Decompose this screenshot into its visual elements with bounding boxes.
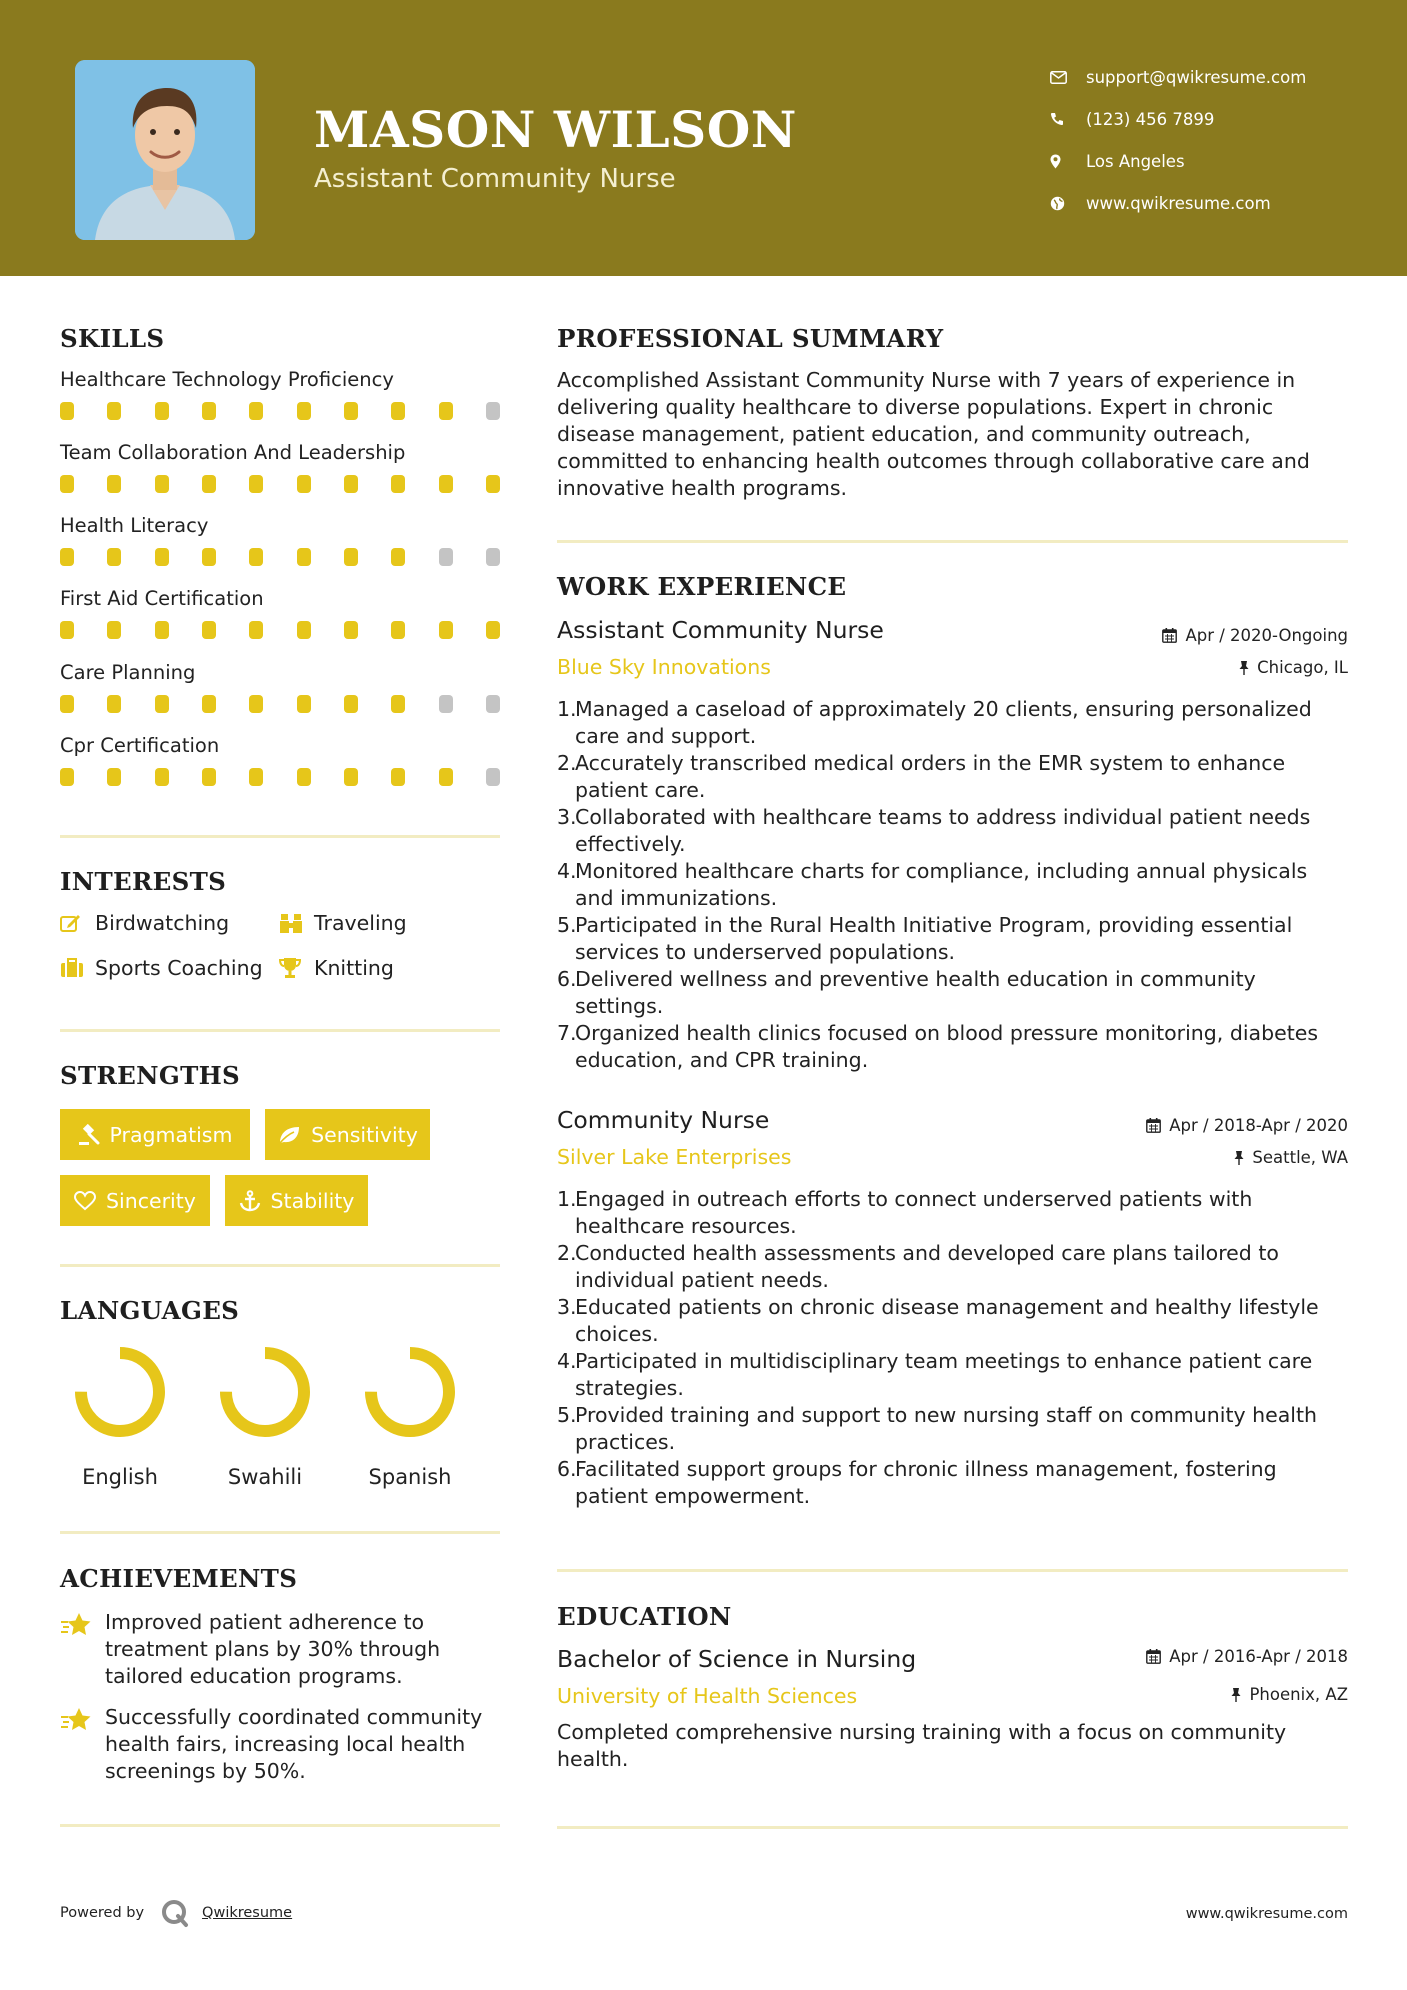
strength-badge [60,1175,210,1226]
rating-dot-filled [391,402,405,420]
list-item: 2. Conducted health assessments and developed care plans tailored to individual patient needs. [557,1241,1279,1292]
company-name: Silver Lake Enterprises [557,1145,792,1169]
interest-item [60,956,263,980]
list-item: 7. Organized health clinics focused on blood pressure monitoring, diabetes education, and CPR training. [557,1021,1319,1072]
rating-dot-filled [202,402,216,420]
resume-header [0,0,1407,276]
company-name: Blue Sky Innovations [557,655,771,679]
rating-dot-filled [249,402,263,420]
degree-title: Bachelor of Science in Nursing [557,1645,917,1673]
qwikresume-logo-icon [160,1898,190,1928]
rating-dot-filled [202,621,216,639]
list-item: 3. Educated patients on chronic disease management and healthy lifestyle choices. [557,1295,1319,1346]
contact-phone[interactable] [1050,98,1380,140]
languages-heading: LANGUAGES [60,1296,240,1325]
language-item [200,1345,330,1489]
language-progress-ring [363,1345,457,1439]
rating-dot-filled [60,621,74,639]
education-date [1146,1647,1348,1666]
job-location [1234,1148,1348,1167]
rating-dot-filled [60,475,74,493]
skill-item [60,734,500,786]
job-date [1162,626,1348,645]
rating-dot-empty [439,695,453,713]
language-item [55,1345,185,1489]
school-name: University of Health Sciences [557,1684,858,1708]
language-level-arc [371,1353,449,1431]
rating-dot-filled [297,475,311,493]
skill-item [60,514,500,566]
skill-rating [60,621,500,639]
job-location-text: Chicago, IL [1257,658,1348,677]
education-location [1231,1685,1348,1704]
contact-website-text: www.qwikresume.com [1086,193,1271,213]
job-date-text: Apr / 2018-Apr / 2020 [1169,1116,1348,1135]
globe-icon [1050,196,1086,211]
pushpin-icon [1231,1687,1241,1702]
skill-name: Care Planning [60,661,196,684]
list-item: 6. Delivered wellness and preventive health education in community settings. [557,967,1256,1018]
skill-rating [60,548,500,566]
candidate-name: MASON WILSON [314,100,797,159]
language-progress-ring [73,1345,167,1439]
rating-dot-filled [155,695,169,713]
skill-name: Health Literacy [60,514,209,537]
rating-dot-filled [344,695,358,713]
job-title: Assistant Community Nurse [557,616,884,644]
rating-dot-filled [391,475,405,493]
list-item: 3. Collaborated with healthcare teams to address individual patient needs effectively. [557,805,1311,856]
rating-dot-filled [60,402,74,420]
profile-photo [75,60,255,240]
section-divider [557,1569,1348,1572]
job-location [1239,658,1348,677]
rating-dot-filled [439,475,453,493]
rating-dot-filled [155,768,169,786]
calendar-icon [1146,1118,1161,1133]
person-portrait-icon [75,60,255,240]
pushpin-icon [1239,660,1249,675]
strengths-heading: STRENGTHS [60,1061,241,1090]
language-name: Spanish [368,1465,452,1489]
list-item: 5. Participated in the Rural Health Initiative Program, providing essential services to underserved populations. [557,913,1293,964]
skill-name: Cpr Certification [60,734,220,757]
contact-phone-text: (123) 456 7899 [1086,109,1215,129]
education-location-text: Phoenix, AZ [1249,1685,1348,1704]
interest-label: Knitting [314,956,394,980]
skill-rating [60,402,500,420]
contact-list [1050,56,1380,224]
phone-icon [1050,112,1086,126]
rating-dot-filled [155,402,169,420]
rating-dot-filled [391,621,405,639]
envelope-icon [1050,71,1086,84]
section-divider [60,1264,500,1267]
rating-dot-filled [297,548,311,566]
rating-dot-filled [439,402,453,420]
interest-item [279,911,407,935]
footer-powered-by [60,1898,292,1928]
achievement-item [60,1704,500,1785]
rating-dot-filled [60,768,74,786]
strength-badge [60,1109,250,1160]
rating-dot-filled [439,768,453,786]
skill-rating [60,475,500,493]
education-heading: EDUCATION [557,1602,732,1631]
rating-dot-filled [391,768,405,786]
rating-dot-filled [107,548,121,566]
star-icon [60,1704,105,1785]
rating-dot-filled [107,695,121,713]
summary-heading: PROFESSIONAL SUMMARY [557,324,944,353]
rating-dot-empty [486,768,500,786]
calendar-icon [1162,628,1177,643]
list-item: 4. Participated in multidisciplinary team meetings to enhance patient care strategies. [557,1349,1313,1400]
rating-dot-filled [439,621,453,639]
rating-dot-filled [107,621,121,639]
skill-name: First Aid Certification [60,587,264,610]
section-divider [557,1826,1348,1829]
trophy-icon [279,957,314,979]
rating-dot-empty [439,548,453,566]
rating-dot-filled [249,548,263,566]
skill-item [60,368,500,420]
rating-dot-filled [344,768,358,786]
contact-email-text: support@qwikresume.com [1086,67,1307,87]
contact-email[interactable] [1050,56,1380,98]
list-item: 6. Facilitated support groups for chronic illness management, fostering patient empowerment. [557,1457,1277,1508]
brand-link[interactable]: Qwikresume [202,1905,293,1921]
skill-name: Team Collaboration And Leadership [60,441,406,464]
section-divider [60,1824,500,1827]
skill-rating [60,768,500,786]
rating-dot-filled [60,695,74,713]
achievement-text: Improved patient adherence to treatment plans by 30% through tailored education programs. [105,1610,441,1688]
contact-location-text: Los Angeles [1086,151,1185,171]
map-pin-icon [1050,154,1086,169]
gavel-icon [78,1124,100,1146]
rating-dot-filled [155,621,169,639]
job-date-text: Apr / 2020-Ongoing [1185,626,1348,645]
rating-dot-filled [297,695,311,713]
strength-badge [225,1175,368,1226]
job-date [1146,1116,1348,1135]
language-item [345,1345,475,1489]
section-divider [60,835,500,838]
language-progress-ring [218,1345,312,1439]
pushpin-icon [1234,1150,1244,1165]
list-item: 5. Provided training and support to new nursing staff on community health practices. [557,1403,1318,1454]
strength-label: Pragmatism [109,1122,233,1147]
rating-dot-filled [297,768,311,786]
strength-badge [265,1109,430,1160]
list-item: 4. Monitored healthcare charts for compliance, including annual physicals and immunizations. [557,859,1308,910]
rating-dot-filled [107,768,121,786]
rating-dot-filled [344,548,358,566]
rating-dot-filled [391,695,405,713]
strength-label: Sensitivity [311,1122,418,1147]
skill-item [60,441,500,493]
footer-website[interactable]: www.qwikresume.com [1185,1906,1348,1922]
rating-dot-filled [107,475,121,493]
summary-text: Accomplished Assistant Community Nurse with 7 years of experience in delivering quality healthcare to diverse populations. Expert in chronic disease management, patient education, and community outreach, committed to enhancing health outcomes through collaborative care and innovative health programs. [557,368,1310,500]
education-description: Completed comprehensive nursing training with a focus on community health. [557,1720,1287,1771]
rating-dot-filled [202,475,216,493]
rating-dot-filled [486,475,500,493]
achievements-heading: ACHIEVEMENTS [60,1564,298,1593]
rating-dot-filled [202,548,216,566]
rating-dot-filled [297,402,311,420]
language-name: English [82,1465,158,1489]
rating-dot-empty [486,695,500,713]
rating-dot-filled [249,768,263,786]
language-name: Swahili [227,1465,303,1489]
binoculars-icon [279,912,314,934]
contact-location [1050,140,1380,182]
candidate-title: Assistant Community Nurse [314,164,676,194]
achievement-item [60,1609,500,1690]
anchor-icon [239,1190,261,1212]
strength-label: Sincerity [106,1188,196,1213]
rating-dot-filled [249,695,263,713]
interest-label: Traveling [314,911,407,935]
rating-dot-filled [107,402,121,420]
experience-heading: WORK EXPERIENCE [557,572,847,601]
language-level-arc [81,1353,159,1431]
skills-heading: SKILLS [60,324,165,353]
language-level-arc [226,1353,304,1431]
skill-rating [60,695,500,713]
section-divider [60,1531,500,1534]
rating-dot-filled [344,621,358,639]
job-title: Community Nurse [557,1106,770,1134]
rating-dot-filled [60,548,74,566]
achievement-text: Successfully coordinated community health fairs, increasing local health screenings by 50%. [105,1705,483,1783]
job-location-text: Seattle, WA [1252,1148,1348,1167]
section-divider [557,540,1348,543]
rating-dot-empty [486,402,500,420]
calendar-icon [1146,1649,1161,1664]
interest-label: Sports Coaching [95,956,263,980]
rating-dot-filled [202,768,216,786]
rating-dot-filled [344,475,358,493]
powered-by-text: Powered by [60,1905,145,1921]
rating-dot-filled [297,621,311,639]
interest-item [279,956,394,980]
job-bullets [557,1186,1347,1510]
skill-name: Healthcare Technology Proficiency [60,368,394,391]
rating-dot-filled [155,475,169,493]
rating-dot-empty [486,548,500,566]
job-bullets [557,696,1347,1074]
rating-dot-filled [391,548,405,566]
interests-heading: INTERESTS [60,867,227,896]
section-divider [60,1029,500,1032]
rating-dot-filled [249,475,263,493]
heart-icon [74,1191,96,1211]
interest-label: Birdwatching [95,911,230,935]
interest-item [60,911,229,935]
pencil-square-icon [60,913,95,933]
list-item: 2. Accurately transcribed medical orders in the EMR system to enhance patient care. [557,751,1286,802]
rating-dot-filled [202,695,216,713]
skill-item [60,661,500,713]
list-item: 1. Engaged in outreach efforts to connect underserved patients with healthcare resources. [557,1187,1253,1238]
rating-dot-filled [486,621,500,639]
skill-item [60,587,500,639]
contact-website[interactable] [1050,182,1380,224]
rating-dot-filled [344,402,358,420]
rating-dot-filled [249,621,263,639]
education-date-text: Apr / 2016-Apr / 2018 [1169,1647,1348,1666]
list-item: 1. Managed a caseload of approximately 20 clients, ensuring personalized care and support. [557,697,1312,748]
rating-dot-filled [155,548,169,566]
briefcase-icon [60,958,95,978]
star-icon [60,1609,105,1690]
leaf-icon [277,1125,301,1145]
strength-label: Stability [270,1188,355,1213]
